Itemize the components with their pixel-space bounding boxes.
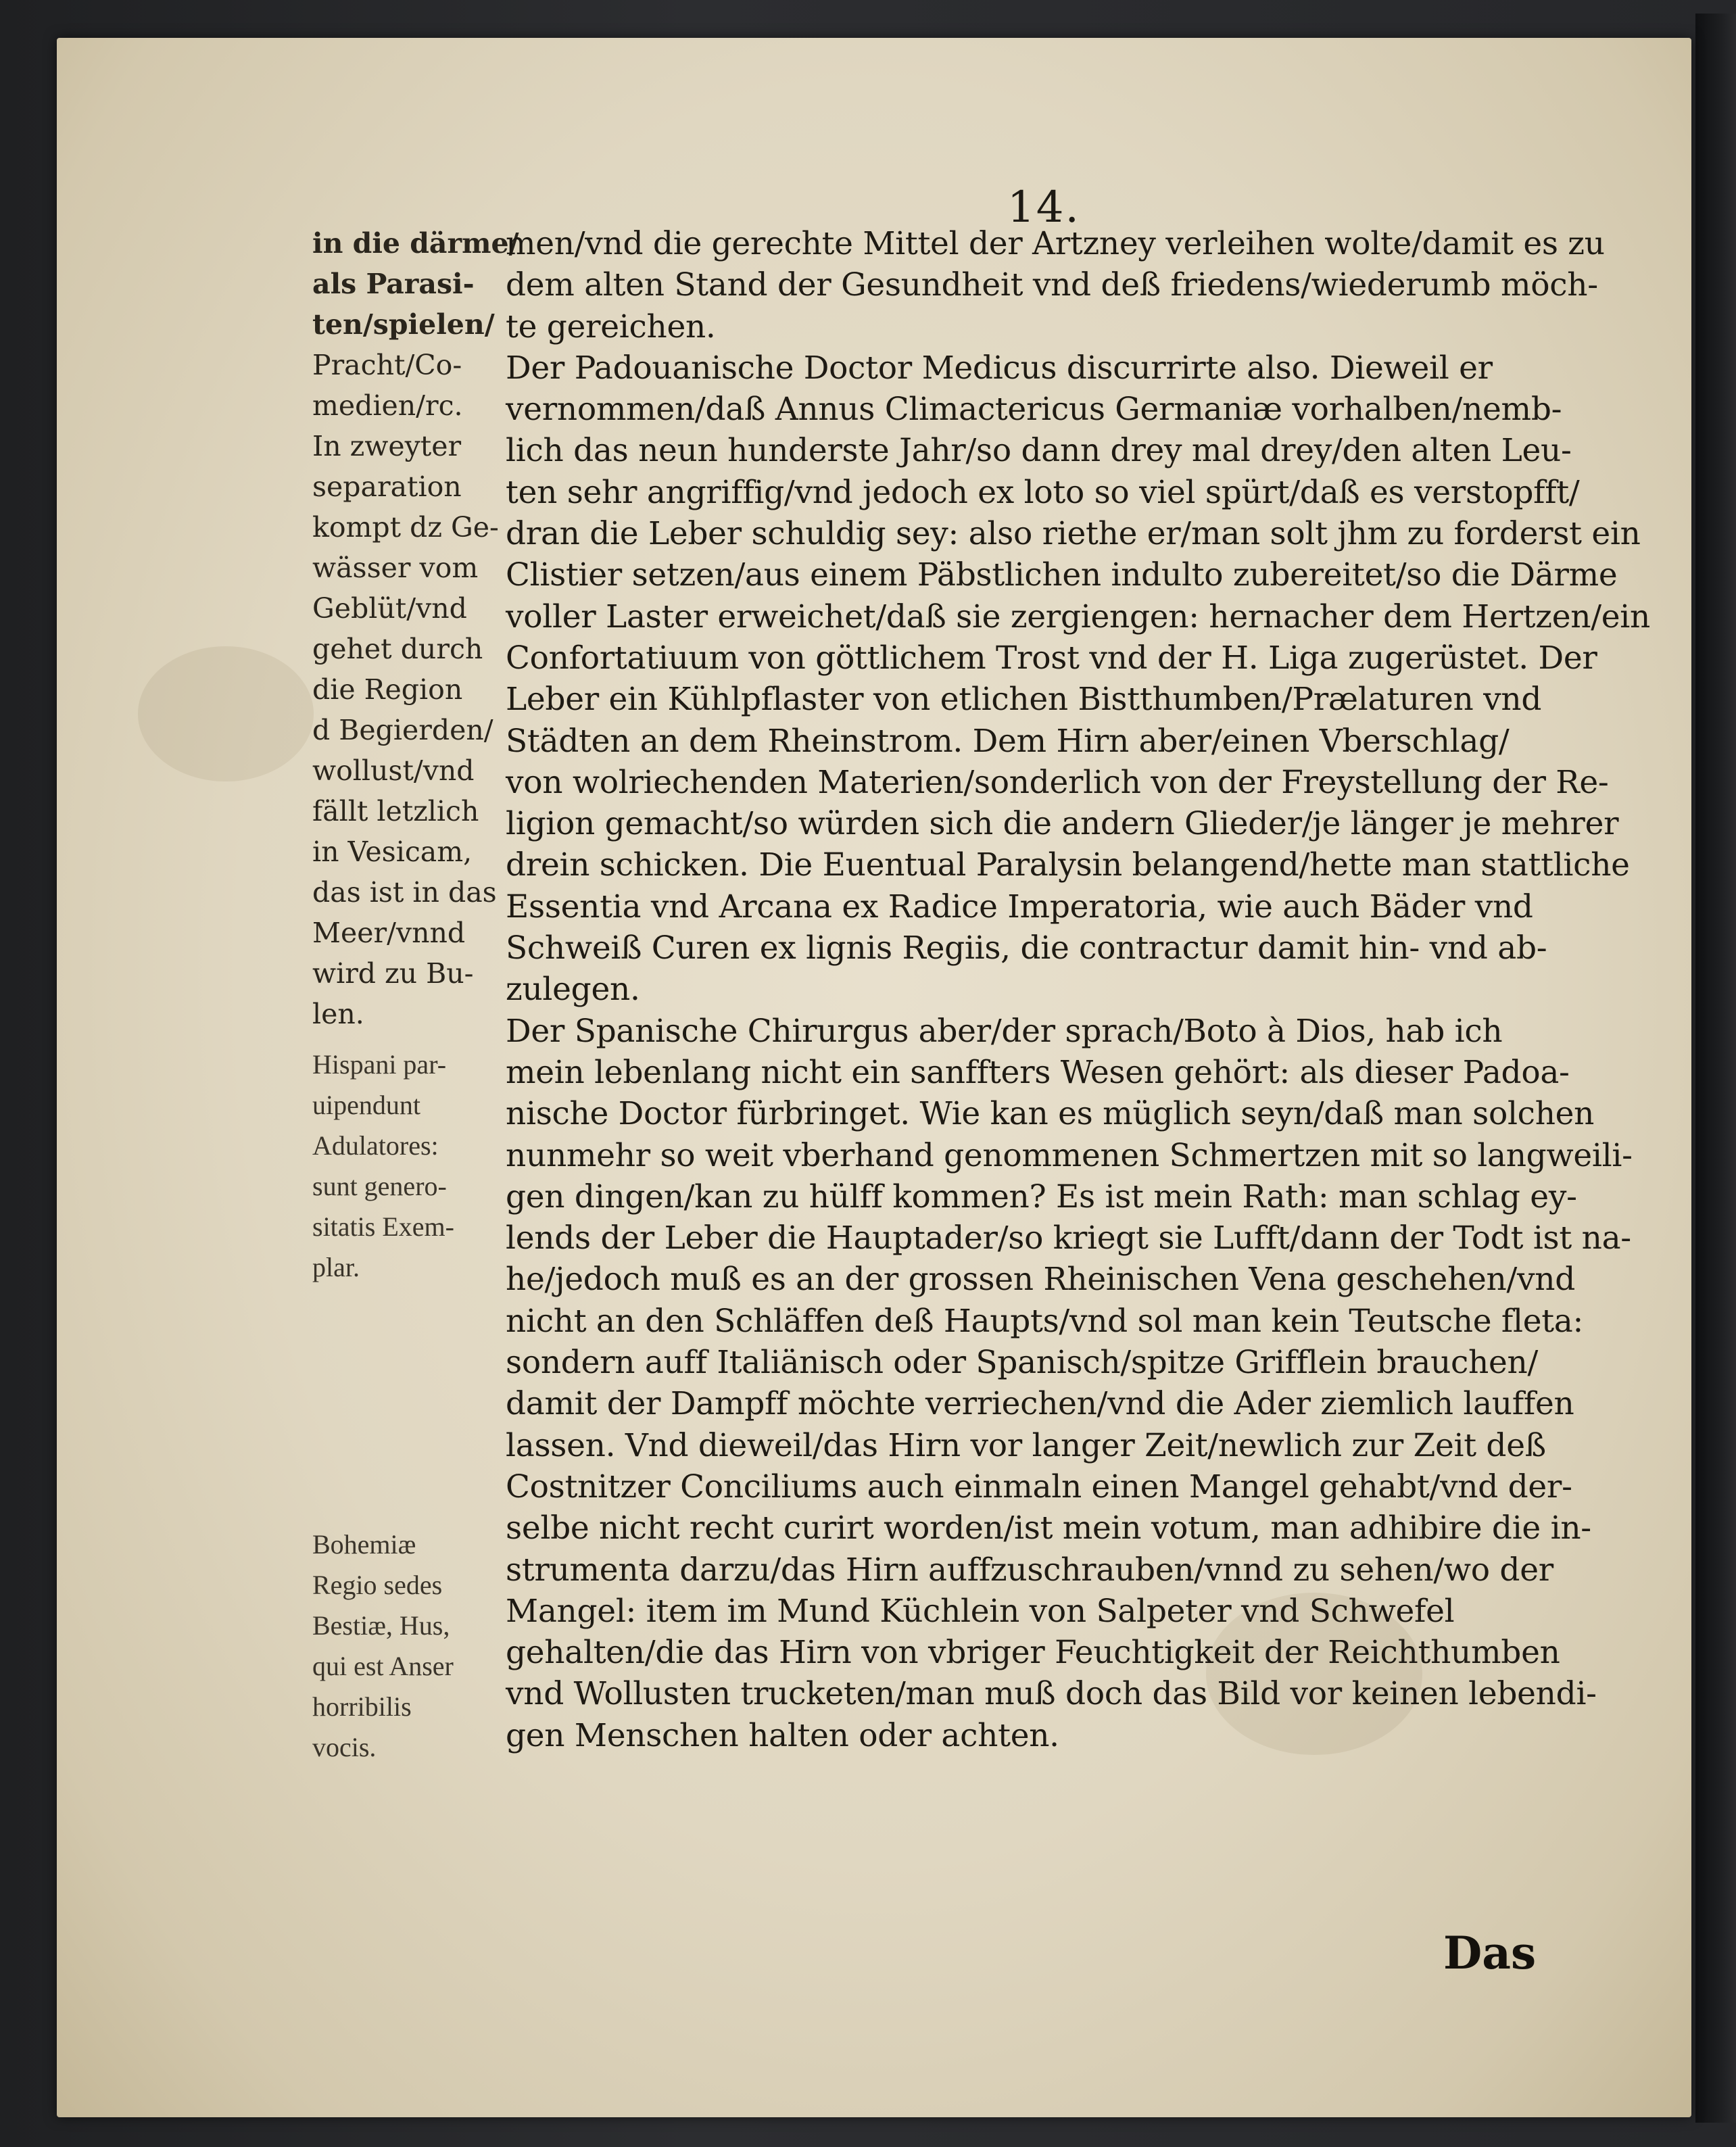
margin-line: Adulatores: bbox=[312, 1130, 439, 1161]
margin-line: d Begierden/ bbox=[312, 714, 493, 746]
margin-line: als Parasi- bbox=[312, 268, 475, 300]
text-line: nicht an den Schläffen deß Haupts/vnd sol man kein Teutsche fleta: bbox=[506, 1302, 1584, 1340]
text-line: sondern auff Italiänisch oder Spanisch/spitze Grifflein brauchen/ bbox=[506, 1344, 1538, 1382]
text-line: lich das neun hunderste Jahr/so dann drey mal drey/den alten Leu- bbox=[506, 432, 1572, 470]
margin-line: horribilis bbox=[312, 1691, 412, 1722]
paper-stain bbox=[138, 646, 314, 781]
text-line: te gereichen. bbox=[506, 308, 716, 345]
margin-note-bohemiae bbox=[312, 1524, 515, 1768]
margin-line: plar. bbox=[312, 1252, 360, 1282]
margin-line: gehet durch bbox=[312, 633, 483, 665]
text-line: gen dingen/kan zu hülff kommen? Es ist mein Rath: man schlag ey- bbox=[506, 1178, 1577, 1215]
margin-line: das ist in das bbox=[312, 876, 497, 909]
margin-line: len. bbox=[312, 998, 364, 1030]
margin-line: uipendunt bbox=[312, 1090, 420, 1120]
text-line: ten sehr angriffig/vnd jedoch ex loto so viel spürt/daß es verstopfft/ bbox=[506, 473, 1580, 511]
text-line: Der Spanische Chirurgus aber/der sprach/Boto à Dios, hab ich bbox=[506, 1012, 1503, 1050]
text-line: Costnitzer Conciliums auch einmaln einen Mangel gehabt/vnd der- bbox=[506, 1468, 1572, 1505]
margin-note-hispani bbox=[312, 1044, 515, 1288]
margin-line: wird zu Bu- bbox=[312, 957, 474, 990]
main-text-block bbox=[506, 223, 1650, 1756]
text-line: von wolriechenden Materien/sonderlich von der Freystellung der Re- bbox=[506, 763, 1609, 801]
text-line: vnd Wollusten trucketen/man muß doch das Bild vor keinen lebendi- bbox=[506, 1675, 1597, 1713]
margin-note-digestion bbox=[312, 223, 519, 1034]
text-line: selbe nicht recht curirt worden/ist mein votum, man adhibire die in- bbox=[506, 1510, 1591, 1547]
text-line: voller Laster erweichet/daß sie zergiengen: hernacher dem Hertzen/ein bbox=[506, 598, 1650, 635]
text-line: gen Menschen halten oder achten. bbox=[506, 1716, 1059, 1754]
catchword: Das bbox=[1443, 1927, 1537, 1979]
text-line: lends der Leber die Hauptader/so kriegt sie Lufft/dann der Todt ist na- bbox=[506, 1220, 1631, 1257]
margin-line: fällt letzlich bbox=[312, 795, 479, 827]
margin-line: Bohemiæ bbox=[312, 1529, 416, 1560]
margin-line: in Vesicam, bbox=[312, 836, 473, 868]
text-line: damit der Dampff möchte verriechen/vnd die Ader ziemlich lauffen bbox=[506, 1385, 1574, 1423]
margin-line: kompt dz Ge- bbox=[312, 511, 499, 544]
text-line: Städten an dem Rheinstrom. Dem Hirn aber/einen Vberschlag/ bbox=[506, 722, 1510, 760]
margin-line: Hispani par- bbox=[312, 1049, 447, 1080]
text-line: he/jedoch muß es an der grossen Rheinischen Vena geschehen/vnd bbox=[506, 1261, 1576, 1299]
margin-line: vocis. bbox=[312, 1732, 377, 1762]
page-number: 14. bbox=[1007, 183, 1080, 233]
text-line: gehalten/die das Hirn von vbriger Feuchtigkeit der Reichthumben bbox=[506, 1634, 1560, 1672]
text-line: mein lebenlang nicht ein sanffters Wesen gehört: als dieser Padoa- bbox=[506, 1053, 1570, 1091]
page-edge bbox=[1695, 14, 1736, 2123]
margin-line: Regio sedes bbox=[312, 1570, 443, 1600]
text-line: dran die Leber schuldig sey: also riethe er/man solt jhm zu forderst ein bbox=[506, 515, 1641, 553]
margin-line: medien/rc. bbox=[312, 389, 463, 422]
margin-line: Bestiæ, Hus, bbox=[312, 1610, 450, 1641]
margin-line: qui est Anser bbox=[312, 1651, 454, 1681]
margin-line: wässer vom bbox=[312, 552, 479, 584]
text-line: Confortatiuum von göttlichem Trost vnd der H. Liga zugerüstet. Der bbox=[506, 639, 1597, 677]
text-line: men/vnd die gerechte Mittel der Artzney verleihen wolte/damit es zu bbox=[506, 225, 1605, 262]
margin-line: die Region bbox=[312, 673, 463, 706]
margin-line: Pracht/Co- bbox=[312, 349, 462, 381]
text-line: Clistier setzen/aus einem Päbstlichen indulto zubereitet/so die Därme bbox=[506, 556, 1618, 594]
text-line: Leber ein Kühlpflaster von etlichen Bistthumben/Prælaturen vnd bbox=[506, 681, 1542, 719]
text-line: nische Doctor fürbringet. Wie kan es müglich seyn/daß man solchen bbox=[506, 1095, 1595, 1133]
margin-line: sitatis Exem- bbox=[312, 1211, 454, 1242]
text-line: dem alten Stand der Gesundheit vnd deß friedens/wiederumb möch- bbox=[506, 266, 1598, 304]
margin-line: Meer/vnnd bbox=[312, 917, 466, 949]
text-line: lassen. Vnd dieweil/das Hirn vor langer Zeit/newlich zur Zeit deß bbox=[506, 1426, 1546, 1464]
text-line: drein schicken. Die Euentual Paralysin belangend/hette man stattliche bbox=[506, 846, 1630, 884]
text-line: strumenta darzu/das Hirn auffzuschrauben/vnnd zu sehen/wo der bbox=[506, 1551, 1553, 1589]
text-line: Essentia vnd Arcana ex Radice Imperatoria, wie auch Bäder vnd bbox=[506, 888, 1533, 925]
text-line: Schweiß Curen ex lignis Regiis, die contractur damit hin- vnd ab- bbox=[506, 930, 1547, 967]
text-line: Der Padouanische Doctor Medicus discurrirte also. Dieweil er bbox=[506, 349, 1493, 387]
margin-line: wollust/vnd bbox=[312, 754, 475, 787]
text-line: ligion gemacht/so würden sich die andern Glieder/je länger je mehrer bbox=[506, 805, 1619, 843]
margin-line: separation bbox=[312, 471, 462, 503]
text-line: zulegen. bbox=[506, 971, 640, 1009]
margin-line: In zweyter bbox=[312, 430, 462, 462]
text-line: nunmehr so weit vberhand genommenen Schmertzen mit so langweili- bbox=[506, 1136, 1633, 1174]
text-line: Mangel: item im Mund Küchlein von Salpeter vnd Schwefel bbox=[506, 1592, 1455, 1630]
margin-line: sunt genero- bbox=[312, 1171, 447, 1201]
margin-line: ten/spielen/ bbox=[312, 308, 495, 341]
margin-line: in die därme/ bbox=[312, 227, 519, 260]
margin-line: Geblüt/vnd bbox=[312, 592, 467, 625]
text-line: vernommen/daß Annus Climactericus Germaniæ vorhalben/nemb- bbox=[506, 391, 1562, 429]
